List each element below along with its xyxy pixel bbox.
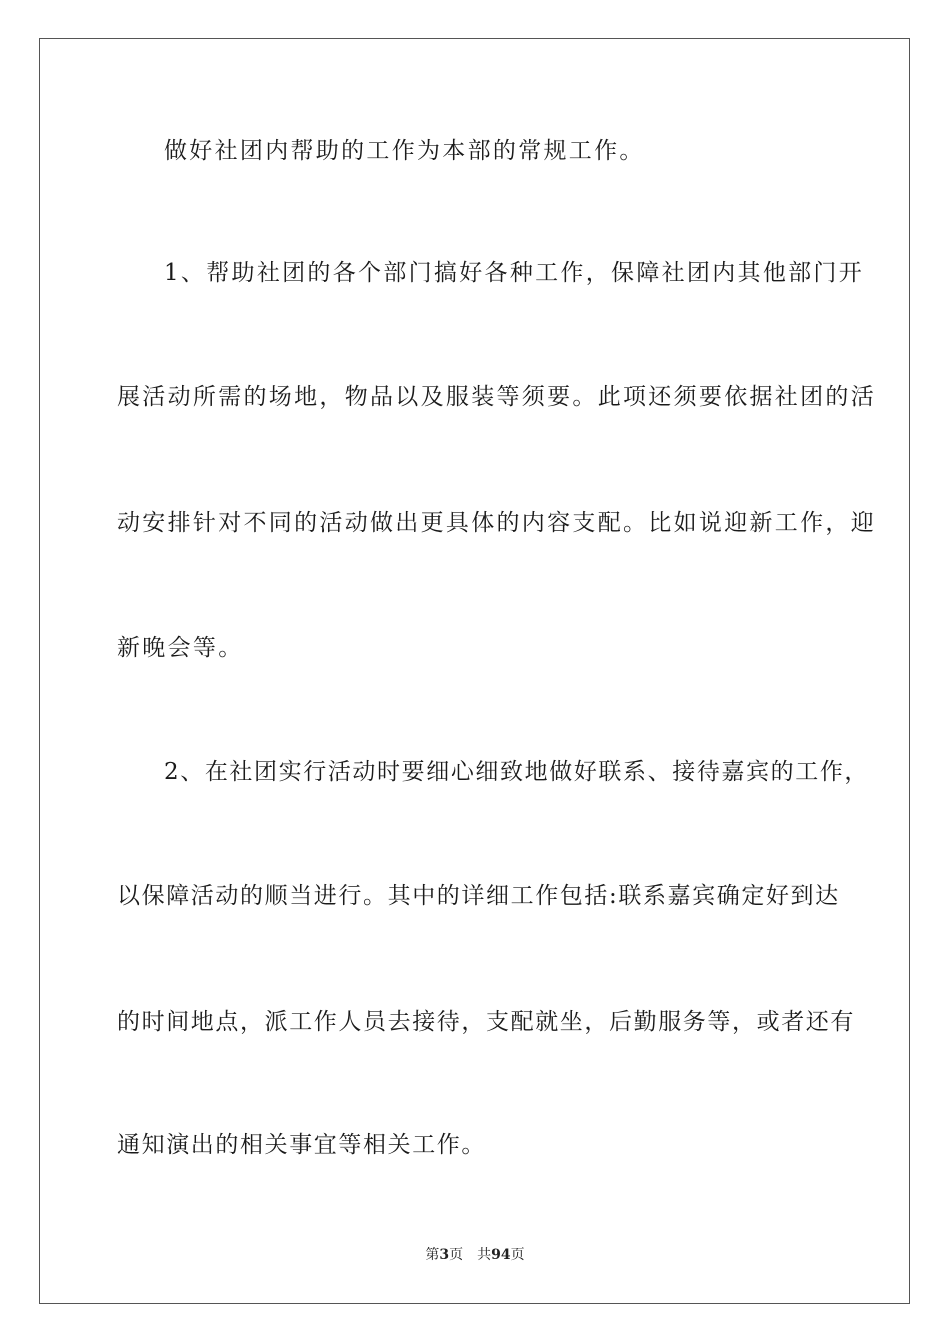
paragraph-line-3: 展活动所需的场地，物品以及服装等须要。此项还须要依据社团的活 <box>117 384 876 410</box>
paragraph-line-4: 动安排针对不同的活动做出更具体的内容支配。比如说迎新工作，迎 <box>117 510 876 536</box>
page-suffix: 页 <box>449 1247 464 1263</box>
paragraph-line-1: 做好社团内帮助的工作为本部的常规工作。 <box>164 138 645 164</box>
page-border <box>39 38 910 1304</box>
paragraph-line-9: 通知演出的相关事宜等相关工作。 <box>117 1132 486 1158</box>
page-footer <box>0 1246 950 1264</box>
total-prefix: 共 <box>477 1247 492 1263</box>
paragraph-line-2: 1、帮助社团的各个部门搞好各种工作，保障社团内其他部门开 <box>164 260 865 286</box>
paragraph-line-8: 的时间地点，派工作人员去接待，支配就坐，后勤服务等，或者还有 <box>117 1009 855 1035</box>
paragraph-line-6: 2、在社团实行活动时要细心细致地做好联系、接待嘉宾的工作， <box>164 759 870 785</box>
page-prefix: 第 <box>425 1247 440 1263</box>
paragraph-line-5: 新晚会等。 <box>117 635 244 661</box>
page-number: 3 <box>439 1247 450 1263</box>
total-pages: 94 <box>491 1247 511 1263</box>
paragraph-line-7: 以保障活动的顺当进行。其中的详细工作包括:联系嘉宾确定好到达 <box>117 883 840 909</box>
total-suffix: 页 <box>510 1247 525 1263</box>
